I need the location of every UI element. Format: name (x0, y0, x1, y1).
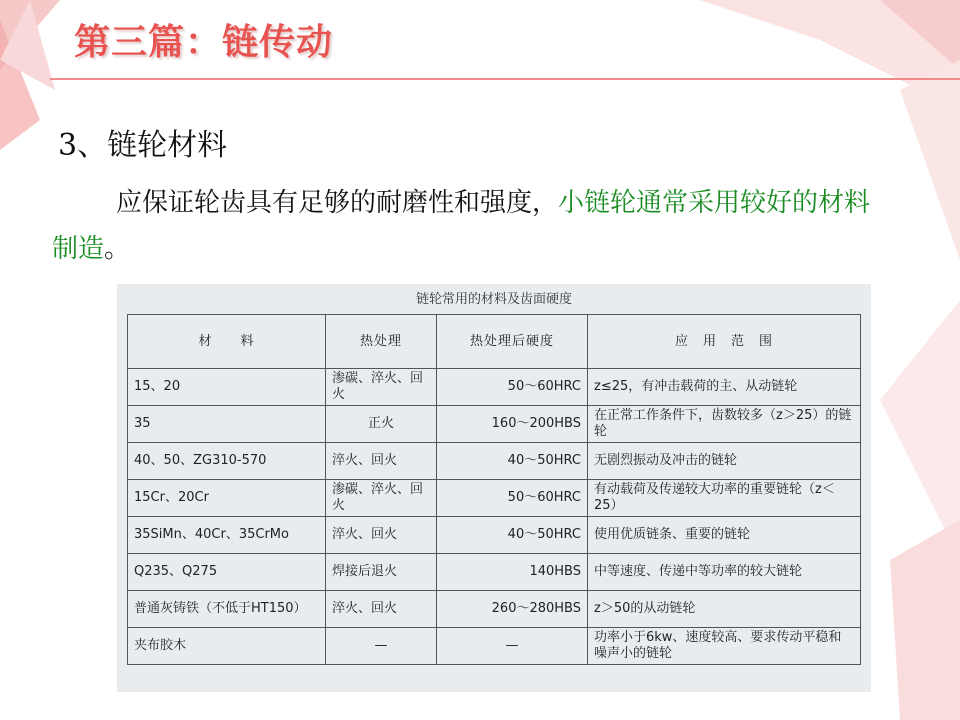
header-hardness: 热处理后硬度 (437, 315, 588, 369)
cell-hardness: 140HBS (437, 554, 588, 591)
cell-hardness: 260～280HBS (437, 591, 588, 628)
cell-application: 在正常工作条件下，齿数较多（z＞25）的链轮 (588, 406, 861, 443)
cell-hardness: 40～50HRC (437, 517, 588, 554)
cell-heat-treatment: 淬火、回火 (326, 591, 437, 628)
cell-application: 使用优质链条、重要的链轮 (588, 517, 861, 554)
cell-heat-treatment: 渗碳、淬火、回火 (326, 480, 437, 517)
table-caption: 链轮常用的材料及齿面硬度 (415, 292, 572, 307)
cell-application: z≤25，有冲击载荷的主、从动链轮 (588, 369, 861, 406)
table-row (128, 554, 861, 591)
cell-material: Q235、Q275 (128, 554, 326, 591)
cell-heat-treatment: 正火 (326, 406, 437, 443)
slide-title: 第三篇：链传动 (74, 21, 334, 63)
table-row (128, 443, 861, 480)
cell-hardness: — (437, 628, 588, 665)
cell-application: z＞50的从动链轮 (588, 591, 861, 628)
cell-application: 无剧烈振动及冲击的链轮 (588, 443, 861, 480)
body-text-plain: 应保证轮齿具有足够的耐磨性和强度， (116, 188, 559, 218)
cell-heat-treatment: 淬火、回火 (326, 443, 437, 480)
table-header-row (128, 315, 861, 369)
cell-application: 有动载荷及传递较大功率的重要链轮（z＜25） (588, 480, 861, 517)
table-row (128, 628, 861, 665)
cell-material: 夹布胶木 (128, 628, 326, 665)
cell-hardness: 160～200HBS (437, 406, 588, 443)
cell-heat-treatment: 淬火、回火 (326, 517, 437, 554)
cell-application: 功率小于6kw、速度较高、要求传动平稳和噪声小的链轮 (588, 628, 861, 665)
cell-heat-treatment: — (326, 628, 437, 665)
header-material: 材 料 (128, 315, 326, 369)
cell-material: 35SiMn、40Cr、35CrMo (128, 517, 326, 554)
cell-hardness: 40～50HRC (437, 443, 588, 480)
table-row (128, 480, 861, 517)
header-application: 应 用 范 围 (588, 315, 861, 369)
material-table (127, 314, 861, 665)
body-text-highlight: 小链轮通常采用较好的材料制造 (52, 188, 871, 264)
body-text-end: 。 (104, 234, 131, 264)
cell-hardness: 50～60HRC (437, 369, 588, 406)
table-row (128, 517, 861, 554)
material-table-panel (117, 284, 871, 692)
cell-application: 中等速度、传递中等功率的较大链轮 (588, 554, 861, 591)
header-heat-treatment: 热处理 (326, 315, 437, 369)
cell-material: 35 (128, 406, 326, 443)
cell-material: 15Cr、20Cr (128, 480, 326, 517)
cell-material: 普通灰铸铁（不低于HT150） (128, 591, 326, 628)
cell-heat-treatment: 焊接后退火 (326, 554, 437, 591)
table-row (128, 369, 861, 406)
cell-material: 15、20 (128, 369, 326, 406)
table-row (128, 406, 861, 443)
cell-heat-treatment: 渗碳、淬火、回火 (326, 369, 437, 406)
cell-hardness: 50～60HRC (437, 480, 588, 517)
table-row (128, 591, 861, 628)
cell-material: 40、50、ZG310-570 (128, 443, 326, 480)
title-divider (50, 78, 960, 80)
body-paragraph (52, 180, 872, 272)
section-heading: 3、链轮材料 (58, 128, 228, 163)
